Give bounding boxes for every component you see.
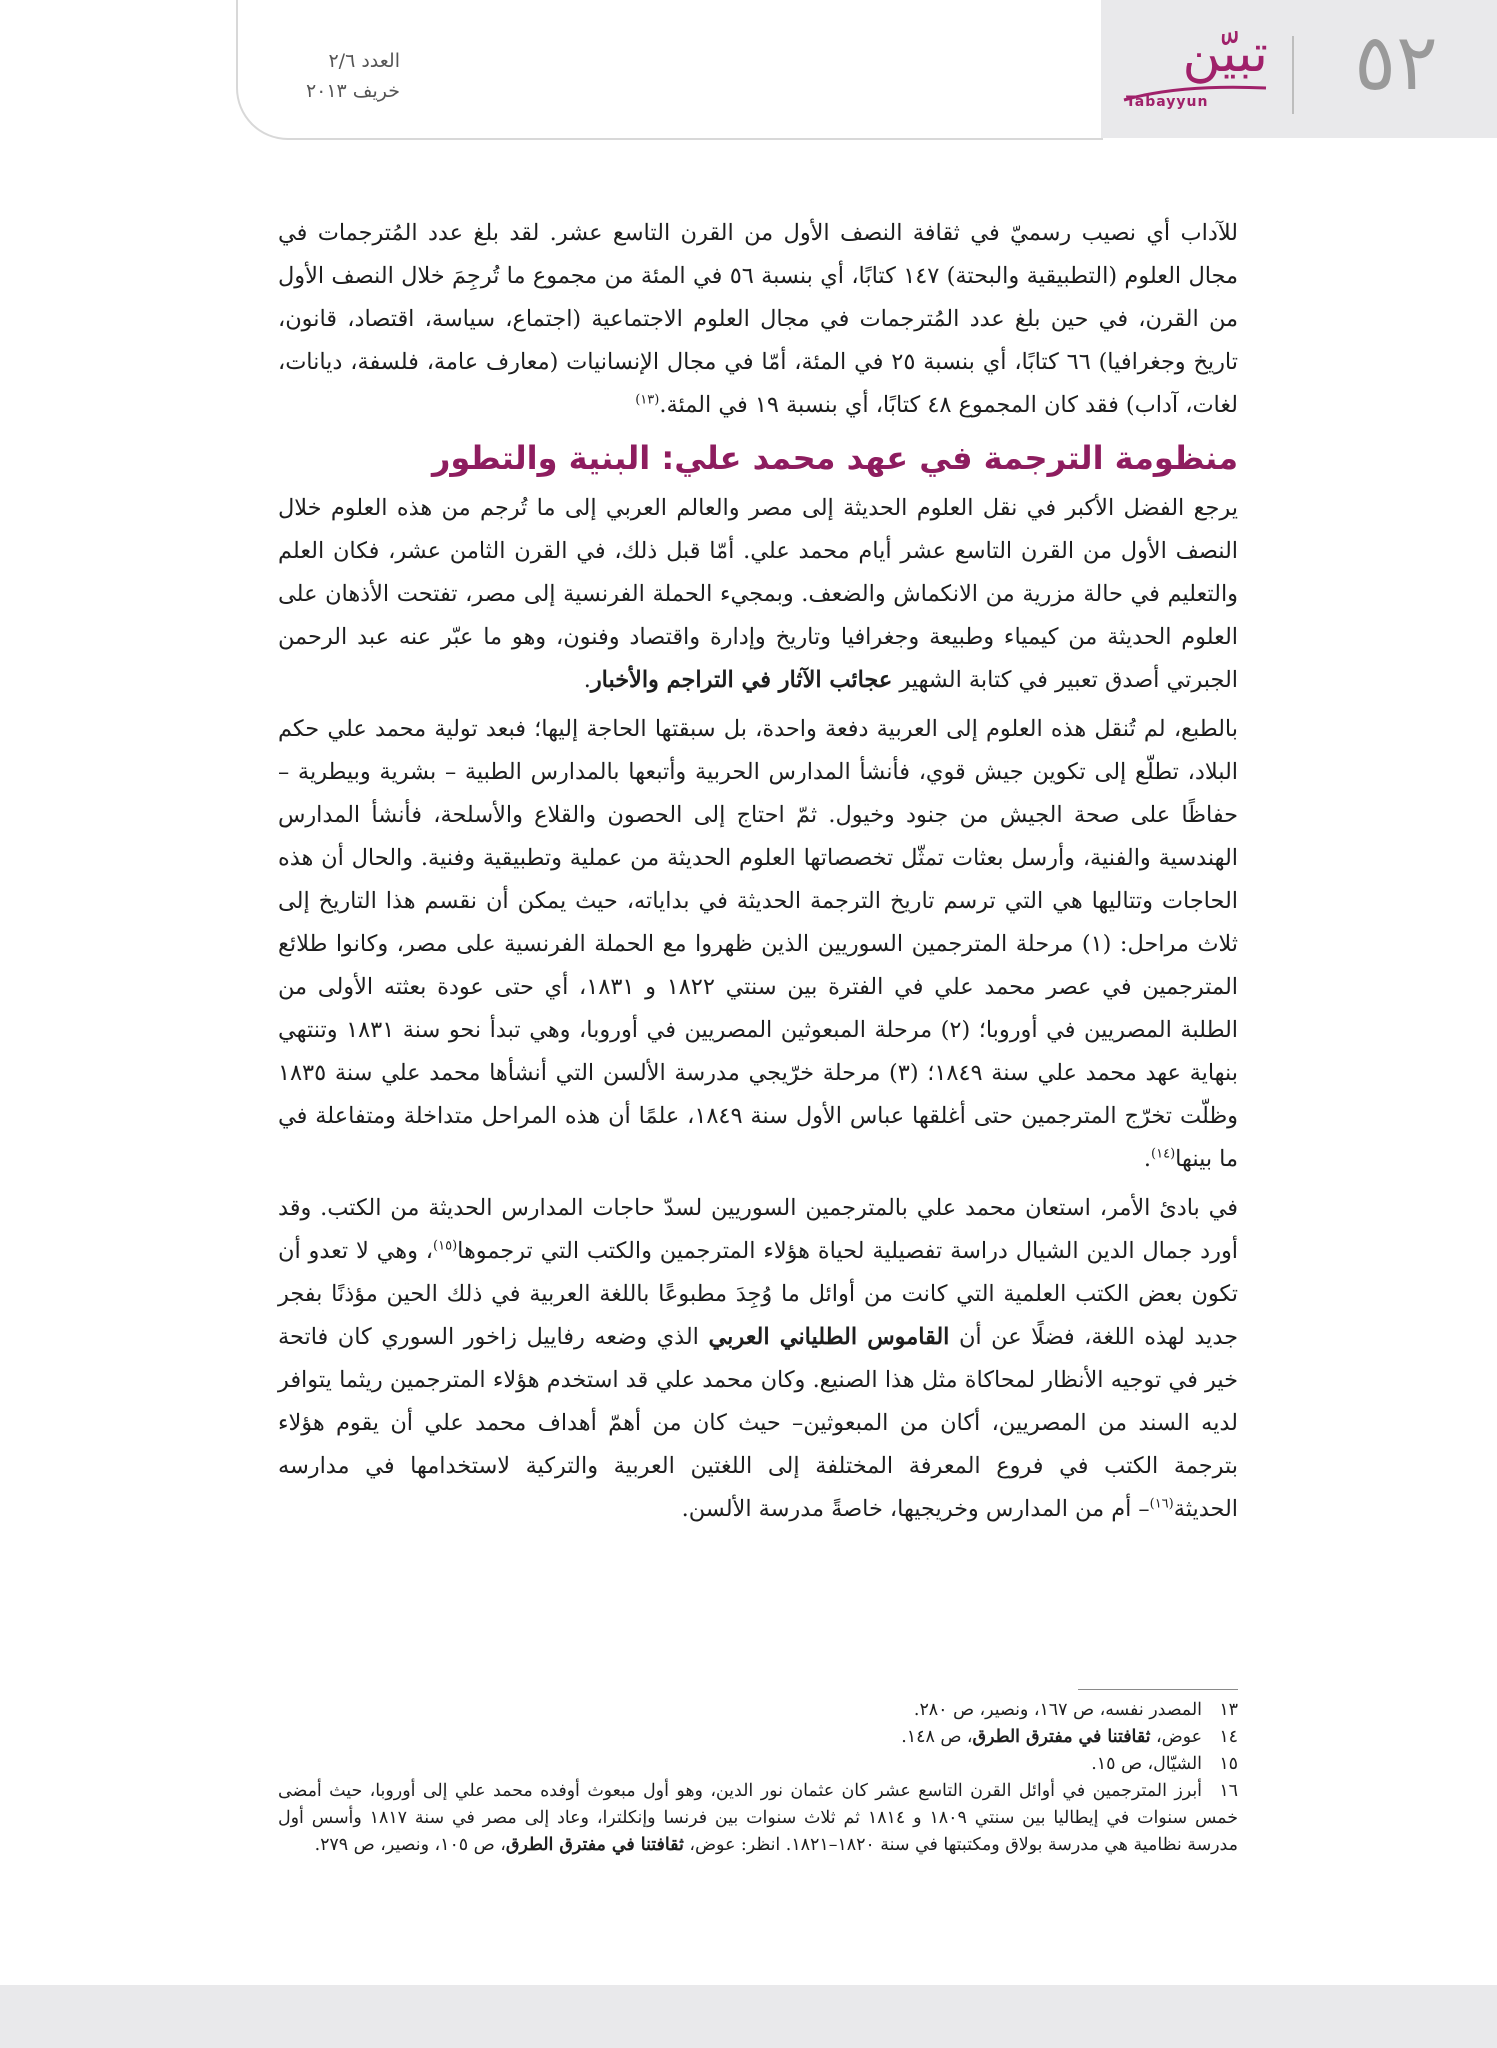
paragraph-2 — [278, 708, 1238, 1181]
book-title-ajaib: عجائب الآثار في التراجم والأخبار — [590, 667, 893, 693]
logo-latin: Tabayyun — [1126, 94, 1209, 110]
paragraph-2-end: . — [1143, 1146, 1152, 1172]
intro-paragraph — [278, 212, 1238, 427]
section-title: منظومة الترجمة في عهد محمد علي: البنية والتطور — [431, 439, 1238, 477]
footnote-text: الشيّال، ص ١٥. — [1091, 1754, 1202, 1774]
footnote-book-title: ثقافتنا في مفترق الطرق — [972, 1727, 1151, 1747]
header-separator — [1292, 36, 1294, 114]
paragraph-2-text: بالطبع، لم تُنقل هذه العلوم إلى العربية دفعة واحدة، بل سبقتها الحاجة إليها؛ فبعد تولية محمد علي حكم البلاد، تطلّع إلى تكوين جيش قوي، فأنشأ المدارس الحربية وأتبعها بالمدارس الطبية – بشرية وبيطرية – حفاظًا على صحة الجيش من جنود وخيول. ثمّ احتاج إلى الحصون والقلاع والأسلحة، فأنشأ المدارس الهندسية والفنية، وأرسل بعثات تمثّل تخصصاتها العلوم الحديثة من عملية وتطبيقية وفنية. والحال أن هذه الحاجات وتتاليها هي التي ترسم تاريخ الترجمة الحديثة في بداياته، حيث يمكن أن نقسم هذا التاريخ إلى ثلاث مراحل: (١) مرحلة المترجمين السوريين الذين ظهروا مع الحملة الفرنسية على مصر، وكانوا طلائع المترجمين في عصر محمد علي في الفترة بين سنتي ١٨٢٢ و ١٨٣١، أي حتى عودة بعثته الأولى من الطلبة المصريين في أوروبا؛ (٢) مرحلة المبعوثين المصريين في أوروبا، وهي تبدأ نحو سنة ١٨٣١ وتنتهي بنهاية عهد محمد علي سنة ١٨٤٩؛ (٣) مرحلة خرّيجي مدرسة الألسن التي أنشأها محمد علي سنة ١٨٣٥ وظلّت تخرّج المترجمين حتى أغلقها عباس الأول سنة ١٨٤٩، علمًا أن هذه المراحل متداخلة ومتفاعلة في ما بينها — [278, 716, 1238, 1172]
paragraph-3 — [278, 1187, 1238, 1531]
footnote-text-end: ، ص ١٤٨. — [901, 1727, 973, 1747]
journal-logo — [1120, 24, 1290, 122]
footnote-number: ١٥ — [1219, 1754, 1238, 1774]
issue-number: العدد ٢/٦ — [328, 50, 400, 72]
footnote-number: ١٤ — [1219, 1727, 1238, 1747]
paragraph-3-text-c: الذي وضعه رفاييل زاخور السوري كان فاتحة خير في توجيه الأنظار لمحاكاة مثل هذا الصنيع. وكان محمد علي قد استخدم هؤلاء المترجمين ريثما يتوافر لديه السند من المصريين، أكان من المبعوثين– حيث كان من أهمّ أهداف محمد علي أن يقوم هؤلاء بترجمة الكتب في فروع المعرفة المختلفة إلى اللغتين العربية والتركية لاستخدامها في مدارسه الحديثة — [278, 1324, 1238, 1522]
logo-arabic: تبيّن — [1182, 24, 1268, 84]
footnote-ref-16[interactable]: (١٦) — [1149, 1496, 1174, 1512]
paragraph-1-end: . — [583, 667, 591, 693]
paragraph-3-text-a: في بادئ الأمر، استعان محمد علي بالمترجمين السوريين لسدّ حاجات المدارس الحديثة من الكتب. وقد أورد جمال الدين الشيال دراسة تفصيلية لحياة هؤلاء المترجمين والكتب التي ترجموها — [278, 1195, 1238, 1264]
footnote-15 — [278, 1751, 1238, 1778]
paragraph-1 — [278, 487, 1238, 702]
footnotes — [278, 1697, 1238, 1859]
footnote-13 — [278, 1697, 1238, 1724]
footnote-number: ١٣ — [1219, 1700, 1238, 1720]
paragraph-3-text-d: – أم من المدارس وخريجيها، خاصةً مدرسة الألسن. — [681, 1496, 1150, 1522]
footnote-text: أبرز المترجمين في أوائل القرن التاسع عشر كان عثمان نور الدين، وهو أول مبعوث أوفده محمد علي إلى أوروبا، حيث أمضى خمس سنوات في إيطاليا بين سنتي ١٨٠٩ و ١٨١٤ ثم ثلاث سنوات بين فرنسا وإنكلترا، وعاد إلى مصر في سنة ١٨١٧ وأسس أول مدرسة نظامية هي مدرسة بولاق ومكتبتها في سنة ١٨٢٠–١٨٢١. انظر: عوض، — [278, 1781, 1238, 1855]
footnote-text-end: ، ص ١٠٥، ونصير، ص ٢٧٩. — [314, 1835, 506, 1855]
page-number: ٥٢ — [1354, 18, 1438, 108]
footnote-ref-15[interactable]: (١٥) — [433, 1238, 458, 1254]
issue-season: خريف ٢٠١٣ — [305, 80, 400, 102]
footnote-16 — [278, 1778, 1238, 1859]
article-body — [278, 212, 1238, 1537]
bottom-band — [0, 1985, 1497, 2048]
footnote-book-title: ثقافتنا في مفترق الطرق — [505, 1835, 684, 1855]
footnote-ref-13[interactable]: (١٣) — [635, 392, 660, 408]
footnote-text: المصدر نفسه، ص ١٦٧، ونصير، ص ٢٨٠. — [913, 1700, 1202, 1720]
intro-text: للآداب أي نصيب رسميّ في ثقافة النصف الأول من القرن التاسع عشر. لقد بلغ عدد المُترجمات في مجال العلوم (التطبيقية والبحتة) ١٤٧ كتابًا، أي بنسبة ٥٦ في المئة من مجموع ما تُرجِمَ خلال النصف الأول من القرن، في حين بلغ عدد المُترجمات في مجال العلوم الاجتماعية (اجتماع، سياسة، اقتصاد، قانون، تاريخ وجغرافيا) ٦٦ كتابًا، أي بنسبة ٢٥ في المئة، أمّا في مجال الإنسانيات (معارف عامة، فلسفة، ديانات، لغات، آداب) فقد كان المجموع ٤٨ كتابًا، أي بنسبة ١٩ في المئة. — [278, 220, 1238, 418]
footnote-text: عوض، — [1150, 1727, 1202, 1747]
footnote-14 — [278, 1724, 1238, 1751]
dictionary-title: القاموس الطلياني العربي — [708, 1324, 950, 1350]
paragraph-1-text: يرجع الفضل الأكبر في نقل العلوم الحديثة إلى مصر والعالم العربي إلى ما تُرجم من هذه العلوم خلال النصف الأول من القرن التاسع عشر أيام محمد علي. أمّا قبل ذلك، في القرن الثامن عشر، فكان العلم والتعليم في حالة مزرية من الانكماش والضعف. وبمجيء الحملة الفرنسية إلى مصر، تفتحت الأذهان على العلوم الحديثة من كيمياء وطبيعة وجغرافيا وتاريخ وإدارة واقتصاد وفنون، وهو ما عبّر عنه عبد الرحمن الجبرتي أصدق تعبير في كتابة الشهير — [278, 495, 1238, 693]
paragraph-3-text-b: ، وهي لا تعدو أن تكون بعض الكتب العلمية التي كانت من أوائل ما وُجِدَ مطبوعًا باللغة العربية في ذلك الحين مؤذنًا بفجر جديد لهذه اللغة، فضلًا عن أن — [278, 1238, 1238, 1350]
issue-info — [260, 46, 400, 106]
footnote-number: ١٦ — [1219, 1781, 1238, 1801]
footnote-ref-14[interactable]: (١٤) — [1151, 1146, 1176, 1162]
footnote-divider — [1078, 1689, 1238, 1690]
